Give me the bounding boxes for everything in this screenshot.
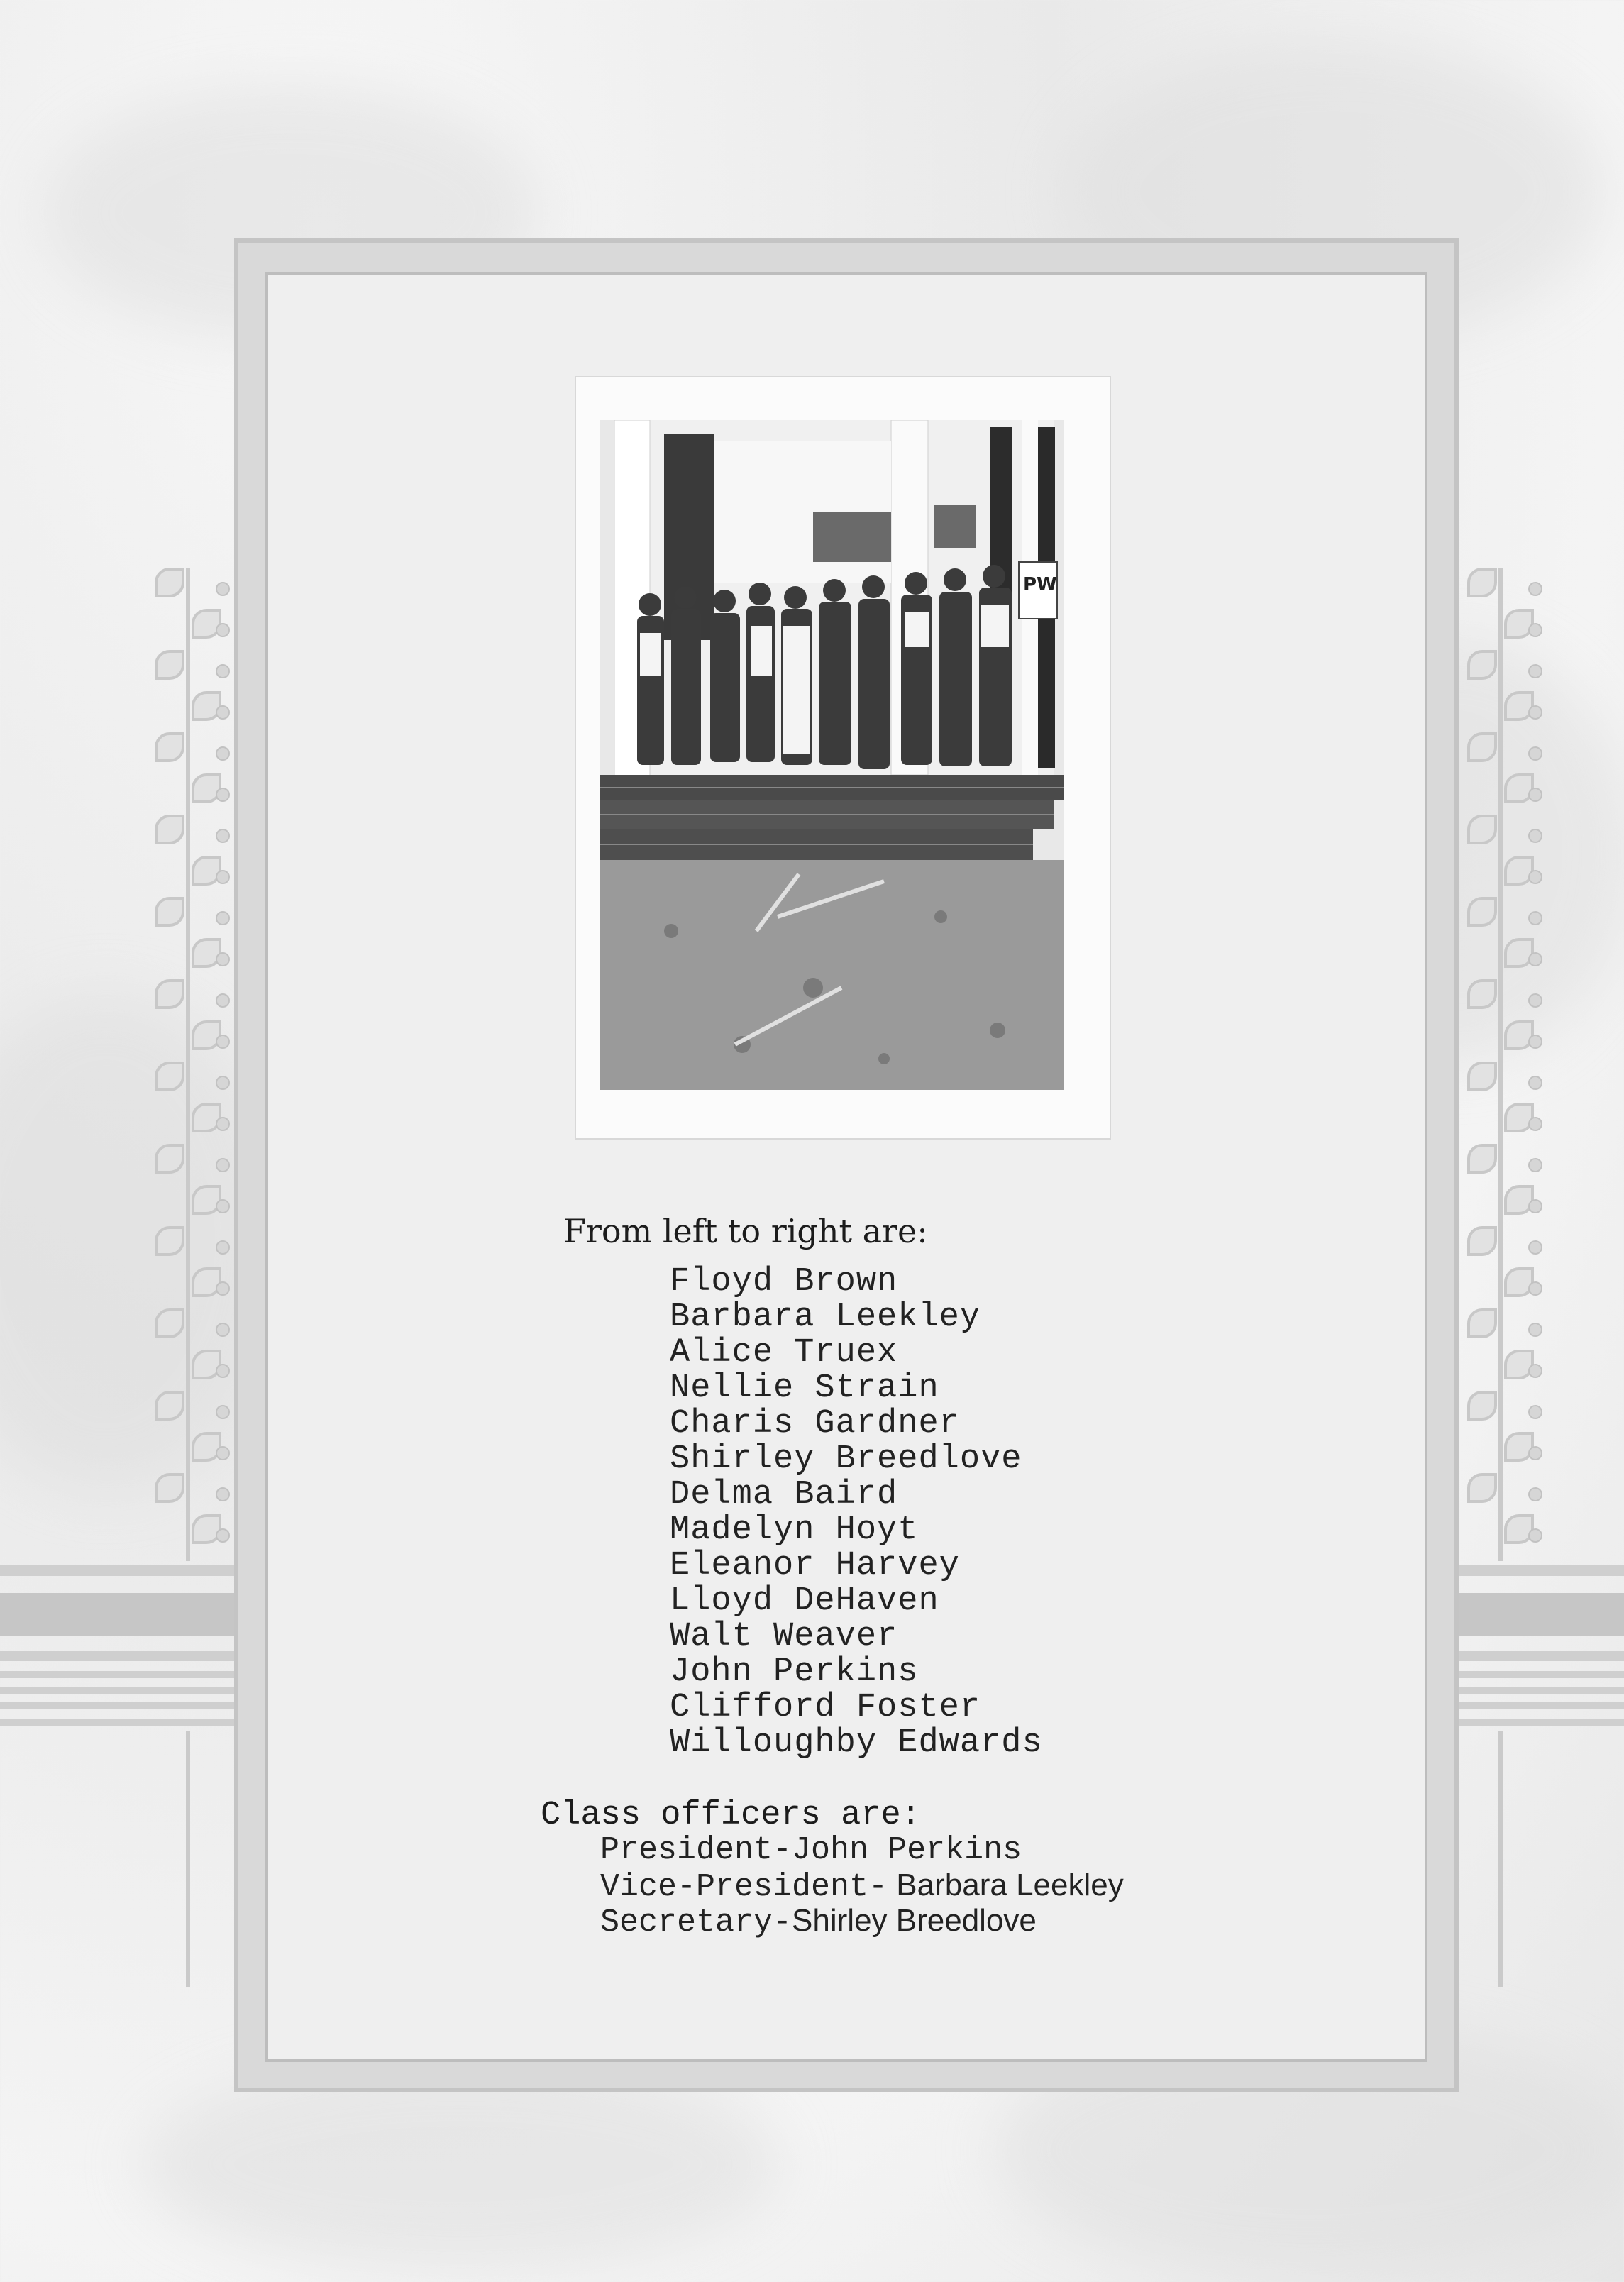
- pearl-dot-icon: [216, 1528, 230, 1543]
- pearl-dot-icon: [1528, 1199, 1542, 1213]
- pearl-dot-icon: [216, 911, 230, 925]
- list-item: Eleanor Harvey: [670, 1547, 960, 1584]
- officer-vice-president: [600, 1868, 1124, 1905]
- list-item: John Perkins: [670, 1653, 919, 1691]
- pearl-dot-icon: [216, 1446, 230, 1460]
- pearl-dot-icon: [1528, 1528, 1542, 1543]
- pearl-dot-icon: [216, 1117, 230, 1131]
- pearl-dot-icon: [1528, 1076, 1542, 1090]
- pearl-dot-icon: [216, 746, 230, 761]
- officer-name: Shirley Breedlove: [792, 1903, 1037, 1938]
- officer-secretary: [600, 1903, 1037, 1941]
- left-ornament: [142, 568, 234, 1987]
- officer-label: President-: [600, 1832, 792, 1868]
- leaf-ornament-icon: [155, 1308, 184, 1338]
- pearl-dot-icon: [216, 1035, 230, 1049]
- leaf-ornament-icon: [155, 979, 184, 1009]
- leaf-ornament-icon: [1467, 1062, 1497, 1091]
- leaf-ornament-icon: [155, 650, 184, 680]
- caption-intro: From left to right are:: [563, 1212, 928, 1250]
- list-item: Alice Truex: [670, 1334, 898, 1372]
- pearl-dot-icon: [1528, 952, 1542, 966]
- leaf-ornament-icon: [1467, 815, 1497, 844]
- pearl-dot-icon: [216, 1364, 230, 1378]
- pearl-dot-icon: [1528, 582, 1542, 596]
- pearl-dot-icon: [216, 870, 230, 884]
- pearl-dot-icon: [1528, 705, 1542, 720]
- list-item: Walt Weaver: [670, 1618, 898, 1655]
- officer-name: Barbara Leekley: [888, 1868, 1124, 1902]
- leaf-ornament-icon: [1467, 1144, 1497, 1174]
- pearl-dot-icon: [1528, 746, 1542, 761]
- leaf-ornament-icon: [155, 568, 184, 597]
- leaf-ornament-icon: [155, 1391, 184, 1421]
- pearl-dot-icon: [216, 1158, 230, 1172]
- officer-name: John Perkins: [792, 1832, 1022, 1868]
- leaf-ornament-icon: [155, 897, 184, 927]
- leaf-ornament-icon: [155, 815, 184, 844]
- pearl-dot-icon: [1528, 1117, 1542, 1131]
- pearl-dot-icon: [216, 1199, 230, 1213]
- list-item: Barbara Leekley: [670, 1299, 981, 1336]
- pearl-dot-icon: [216, 705, 230, 720]
- list-item: Floyd Brown: [670, 1263, 898, 1301]
- leaf-ornament-icon: [1467, 897, 1497, 927]
- pearl-dot-icon: [216, 788, 230, 802]
- pearl-dot-icon: [216, 1405, 230, 1419]
- pearl-dot-icon: [216, 582, 230, 596]
- pearl-dot-icon: [216, 1076, 230, 1090]
- list-item: Shirley Breedlove: [670, 1440, 1022, 1478]
- pearl-dot-icon: [1528, 870, 1542, 884]
- pearl-dot-icon: [216, 1281, 230, 1296]
- pearl-dot-icon: [1528, 1405, 1542, 1419]
- officers-heading: Class officers are:: [541, 1797, 921, 1834]
- pearl-dot-icon: [1528, 1487, 1542, 1501]
- pearl-dot-icon: [216, 829, 230, 843]
- class-photograph: [576, 377, 1110, 1138]
- leaf-ornament-icon: [155, 1062, 184, 1091]
- pearl-dot-icon: [1528, 1323, 1542, 1337]
- list-item: Madelyn Hoyt: [670, 1511, 919, 1549]
- pearl-dot-icon: [216, 1323, 230, 1337]
- leaf-ornament-icon: [1467, 1226, 1497, 1256]
- names-list: [670, 1264, 1043, 1761]
- officer-president: [600, 1832, 1022, 1868]
- list-item: Clifford Foster: [670, 1689, 981, 1726]
- pearl-dot-icon: [1528, 829, 1542, 843]
- leaf-ornament-icon: [155, 732, 184, 762]
- right-ornament: [1454, 568, 1547, 1987]
- pearl-dot-icon: [216, 1240, 230, 1255]
- officer-label: Secretary-: [600, 1905, 792, 1941]
- pearl-dot-icon: [1528, 623, 1542, 637]
- pearl-dot-icon: [216, 664, 230, 678]
- leaf-ornament-icon: [1467, 732, 1497, 762]
- pearl-dot-icon: [1528, 788, 1542, 802]
- pearl-dot-icon: [1528, 993, 1542, 1008]
- list-item: Charis Gardner: [670, 1405, 960, 1443]
- pearl-dot-icon: [1528, 1281, 1542, 1296]
- leaf-ornament-icon: [1467, 1473, 1497, 1503]
- pearl-dot-icon: [216, 623, 230, 637]
- sign-text: PW: [1023, 574, 1057, 595]
- group-photo-illustration: [600, 420, 1064, 1090]
- pearl-dot-icon: [216, 1487, 230, 1501]
- list-item: Lloyd DeHaven: [670, 1582, 939, 1620]
- leaf-ornament-icon: [155, 1144, 184, 1174]
- list-item: Delma Baird: [670, 1476, 898, 1514]
- pearl-dot-icon: [1528, 1158, 1542, 1172]
- pearl-dot-icon: [1528, 664, 1542, 678]
- pearl-dot-icon: [1528, 911, 1542, 925]
- leaf-ornament-icon: [1467, 979, 1497, 1009]
- pearl-dot-icon: [216, 952, 230, 966]
- leaf-ornament-icon: [155, 1473, 184, 1503]
- leaf-ornament-icon: [1467, 650, 1497, 680]
- leaf-ornament-icon: [155, 1226, 184, 1256]
- leaf-ornament-icon: [1467, 1391, 1497, 1421]
- pearl-dot-icon: [1528, 1240, 1542, 1255]
- list-item: Willoughby Edwards: [670, 1724, 1043, 1762]
- pearl-dot-icon: [216, 993, 230, 1008]
- pearl-dot-icon: [1528, 1035, 1542, 1049]
- leaf-ornament-icon: [1467, 1308, 1497, 1338]
- list-item: Nellie Strain: [670, 1369, 939, 1407]
- officer-label: Vice-President-: [600, 1869, 888, 1905]
- pearl-dot-icon: [1528, 1446, 1542, 1460]
- pearl-dot-icon: [1528, 1364, 1542, 1378]
- leaf-ornament-icon: [1467, 568, 1497, 597]
